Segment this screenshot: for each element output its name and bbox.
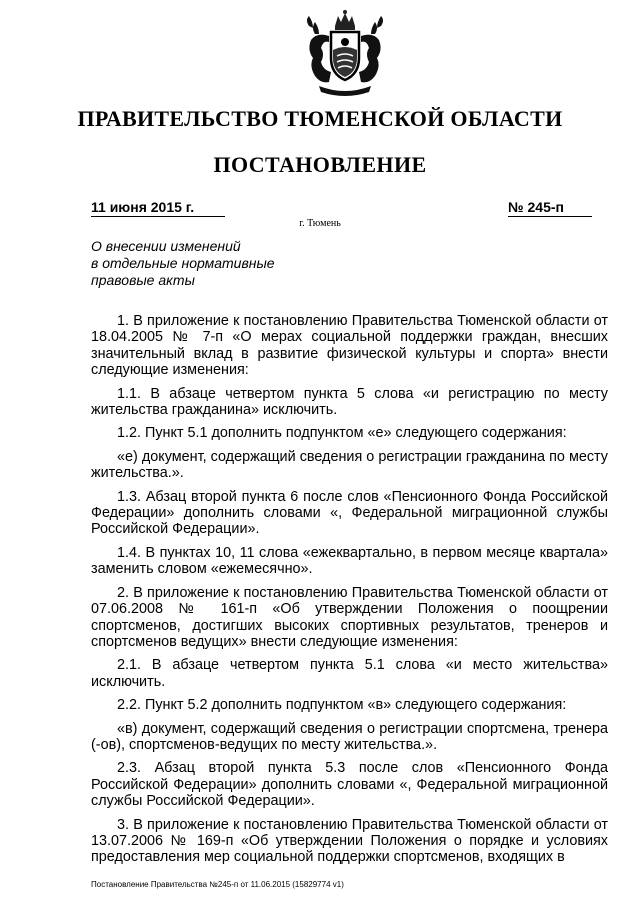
body-paragraph: 1.4. В пунктах 10, 11 слова «ежеквартально, в первом месяце квартала» заменить словом «ежемесячно».	[91, 544, 608, 578]
body-paragraph: 2.2. Пункт 5.2 дополнить подпунктом «в» следующего содержания:	[117, 697, 567, 714]
document-date: 11 июня 2015 г.	[91, 199, 225, 217]
body-paragraph: 1.1. В абзаце четвертом пункта 5 слова «и регистрацию по месту жительства гражданина» исключить.	[91, 385, 608, 419]
government-title: ПРАВИТЕЛЬСТВО ТЮМЕНСКОЙ ОБЛАСТИ	[77, 106, 563, 131]
subject-line: правовые акты	[91, 272, 195, 288]
body-paragraph: «в) документ, содержащий сведения о регистрации спортсмена, тренера (-ов), спортсменов-ведущих по месту жительства.».	[91, 720, 608, 753]
body-paragraph: 1.3. Абзац второй пункта 6 после слов «Пенсионного Фонда Российской Федерации» дополнить словами «, Федеральной миграционной службы Российской Федерации».	[91, 488, 608, 538]
document-type-title: ПОСТАНОВЛЕНИЕ	[213, 152, 427, 177]
body-paragraph: 3. В приложение к постановлению Правительства Тюменской области от 13.07.2006 № 169-п «Об утверждении Положения о порядке и условиях предоставления мер социальной поддержки спортсменов, входящих в	[91, 816, 608, 866]
body-paragraph: 2. В приложение к постановлению Правительства Тюменской области от 07.06.2008 № 161-п «Об утверждении Положения о поощрении спортсменов, достигших высоких спортивных результатов, тренеров и спортсменов ведущих» внести следующие изменения:	[91, 584, 608, 650]
body-paragraph: 1. В приложение к постановлению Правительства Тюменской области от 18.04.2005 № 7-п «О мерах социальной поддержки граждан, внесших значительный вклад в развитие физической культуры и спорта» внести следующие изменения:	[91, 313, 608, 379]
subject-line: О внесении изменений	[91, 238, 241, 254]
body-paragraph: «е) документ, содержащий сведения о регистрации гражданина по месту жительства.».	[91, 448, 608, 482]
document-body	[91, 313, 608, 873]
body-paragraph: 1.2. Пункт 5.1 дополнить подпунктом «е» следующего содержания:	[117, 425, 567, 442]
document-number: № 245-п	[508, 199, 592, 217]
subject-line: в отдельные нормативные	[91, 255, 275, 271]
document-subject	[91, 238, 311, 289]
document-city: г. Тюмень	[299, 218, 341, 229]
coat-of-arms-icon	[297, 6, 393, 102]
document-footer: Постановление Правительства №245-п от 11.06.2015 (15829774 v1)	[91, 880, 344, 889]
body-paragraph: 2.1. В абзаце четвертом пункта 5.1 слова «и место жительства» исключить.	[91, 657, 608, 690]
body-paragraph: 2.3. Абзац второй пункта 5.3 после слов «Пенсионного Фонда Российской Федерации» дополнить словами «, Федеральной миграционной службы Российской Федерации».	[91, 760, 608, 810]
